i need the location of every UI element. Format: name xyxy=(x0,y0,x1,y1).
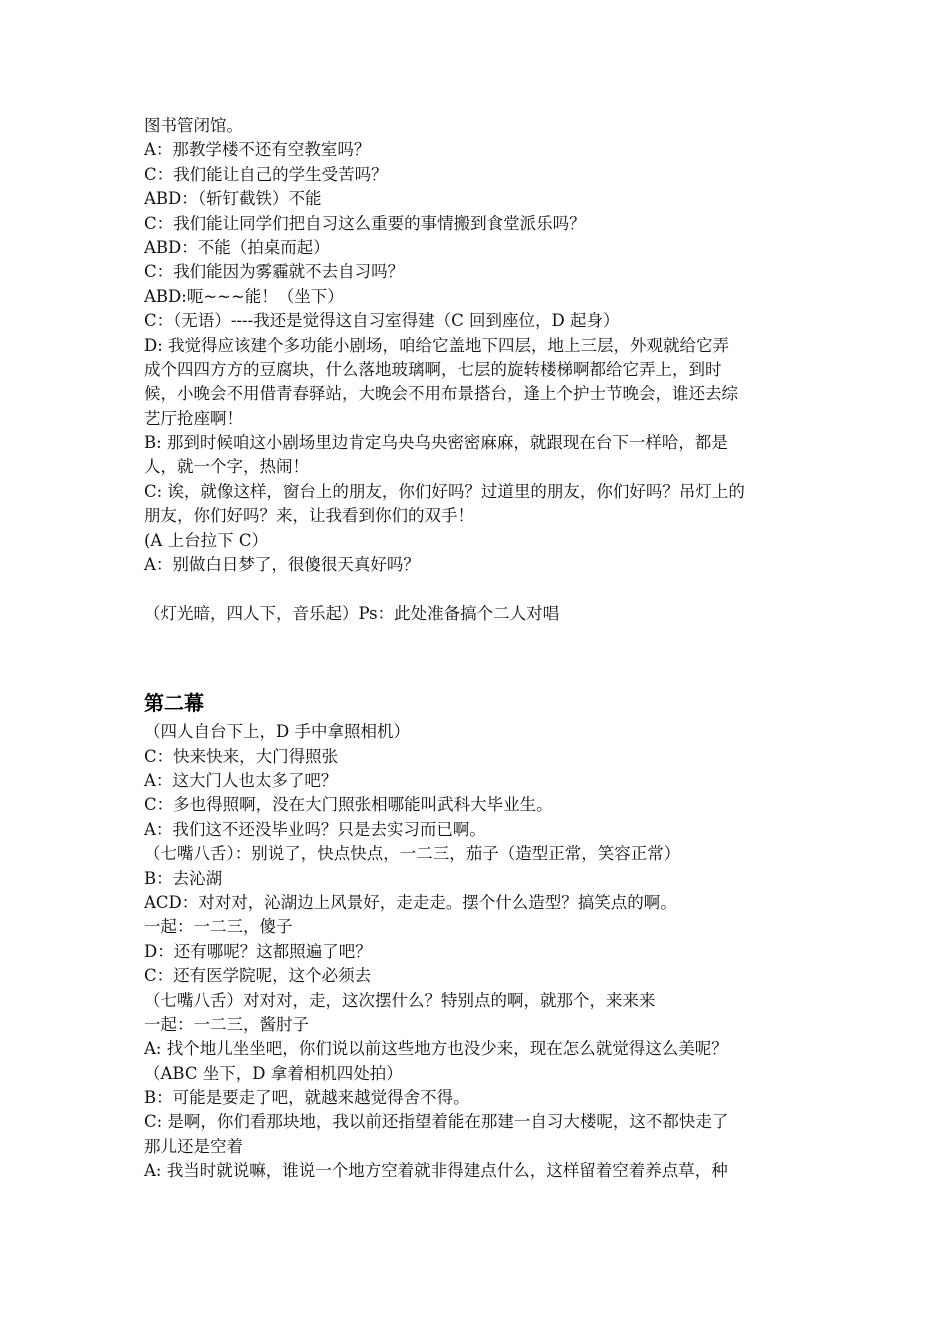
script-line: （七嘴八舌）：别说了，快点快点，一二三，茄子（造型正常，笑容正常） xyxy=(144,844,681,864)
script-line: D：还有哪呢？这都照遍了吧？ xyxy=(144,941,372,961)
script-line: C：（无语）----我还是觉得这自习室得建（C 回到座位，D 起身） xyxy=(144,311,620,331)
script-line: A：那教学楼不还有空教室吗？ xyxy=(144,140,371,160)
script-line: B：去沁湖 xyxy=(144,868,223,888)
script-line: 一起：一二三，酱肘子 xyxy=(144,1014,309,1034)
section-spacer xyxy=(144,626,808,686)
script-line: B：可能是要走了吧，就越来越觉得舍不得。 xyxy=(144,1088,470,1108)
blank-line xyxy=(144,577,808,601)
scene-two-text xyxy=(144,720,808,1183)
script-line: 候，小晚会不用借青春驿站，大晚会不用布景搭台，逢上个护士节晚会，谁还去综 xyxy=(144,384,738,404)
script-line: B: 那到时候咱这小剧场里边肯定乌央乌央密密麻麻，就跟现在台下一样哈，都是 xyxy=(144,433,728,453)
script-line: A：别做白日梦了，很傻很天真好吗？ xyxy=(144,555,420,575)
script-line: C: 是啊，你们看那块地，我以前还指望着能在那建一自习大楼呢，这不都快走了 xyxy=(144,1112,729,1132)
script-line: 成个四四方方的豆腐块，什么落地玻璃啊，七层的旋转楼梯啊都给它弄上，到时 xyxy=(144,359,722,379)
script-line: 图书管闭馆。 xyxy=(144,116,243,135)
act-heading: 第二幕 xyxy=(144,691,204,716)
script-line: C：多也得照啊，没在大门照张相哪能叫武科大毕业生。 xyxy=(144,795,553,815)
script-line: A: 我当时就说嘛，谁说一个地方空着就非得建点什么，这样留着空着养点草，种 xyxy=(144,1161,728,1181)
script-line: (A 上台拉下 C） xyxy=(144,530,268,550)
script-line: C：我们能因为雾霾就不去自习吗？ xyxy=(144,262,405,282)
script-line: 朋友，你们好吗？来，让我看到你们的双手！ xyxy=(144,506,474,526)
script-line: 人，就一个字，热闹！ xyxy=(144,457,309,477)
script-line: C：我们能让同学们把自习这么重要的事情搬到食堂派乐吗？ xyxy=(144,213,586,233)
script-line: （ABC 坐下，D 拿着相机四处拍） xyxy=(144,1063,403,1083)
script-line: ABD:呃~~~能！（坐下） xyxy=(144,286,344,306)
script-line: 艺厅抢座啊！ xyxy=(144,408,243,428)
script-line: A: 找个地儿坐坐吧，你们说以前这些地方也没少来，现在怎么就觉得这么美呢？ xyxy=(144,1039,728,1059)
script-line: ACD：对对对，沁湖边上风景好，走走走。摆个什么造型？搞笑点的啊。 xyxy=(144,892,677,912)
script-line: ABD：不能（拍桌而起） xyxy=(144,237,330,257)
script-line: A：这大门人也太多了吧？ xyxy=(144,770,338,790)
script-line: C：快来快来，大门得照张 xyxy=(144,746,339,766)
document-page xyxy=(144,114,808,1184)
script-line: （四人自台下上，D 手中拿照相机） xyxy=(144,722,410,742)
script-line: A：我们这不还没毕业吗？只是去实习而已啊。 xyxy=(144,819,486,839)
script-line: C: 诶，就像这样，窗台上的朋友，你们好吗？过道里的朋友，你们好吗？吊灯上的 xyxy=(144,481,745,501)
scene-one-text xyxy=(144,114,808,626)
script-line: 一起：一二三，傻子 xyxy=(144,917,293,937)
script-line: （七嘴八舌）对对对，走，这次摆什么？特别点的啊，就那个，来来来 xyxy=(144,990,656,1010)
script-line: C：还有医学院呢，这个必须去 xyxy=(144,966,372,986)
script-line: 那儿还是空着 xyxy=(144,1136,243,1156)
script-line: C：我们能让自己的学生受苦吗？ xyxy=(144,164,388,184)
script-line: D: 我觉得应该建个多功能小剧场，咱给它盖地下四层，地上三层，外观就给它弄 xyxy=(144,335,730,355)
stage-direction: （灯光暗，四人下，音乐起）Ps：此处准备搞个二人对唱 xyxy=(144,603,560,623)
script-line: ABD：（斩钉截铁）不能 xyxy=(144,189,322,209)
